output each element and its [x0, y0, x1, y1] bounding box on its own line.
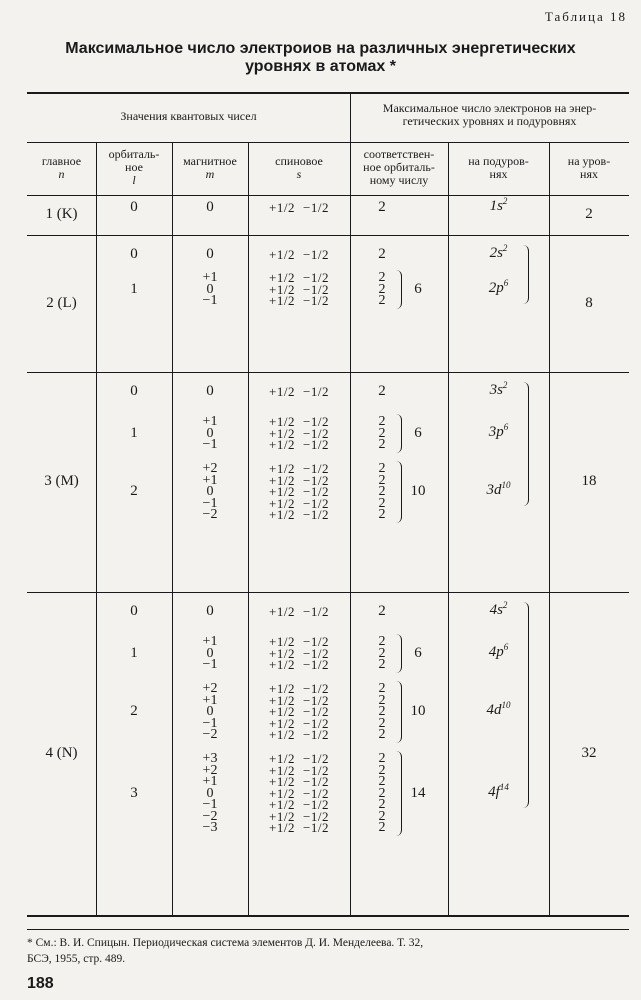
magnetic-m-value: +1 [202, 270, 218, 285]
orbital-l-value: 1 [130, 280, 138, 297]
principal-n-value: 1 (K) [45, 206, 78, 222]
page-number: 188 [27, 975, 54, 992]
electron-count: 2 [378, 727, 386, 742]
orbital-l-value: 0 [130, 383, 138, 399]
sublevel-capacity: 6 [503, 641, 509, 652]
electron-count: 2 [378, 495, 386, 511]
spin-plus-half: +1/2 [269, 384, 295, 399]
header-magnetic-line-2: m [205, 167, 215, 181]
spin-values [248, 248, 350, 261]
header-per-orbital [350, 148, 448, 187]
electron-count: 2 [378, 383, 386, 399]
magnetic-m-value: 0 [206, 425, 214, 441]
electron-count: 2 [378, 634, 386, 649]
spin-minus-half: −1/2 [303, 692, 329, 708]
header-sublevels-line-2: нях [489, 167, 508, 181]
spin-minus-half: −1/2 [303, 293, 329, 308]
electron-count: 2 [378, 425, 386, 441]
spin-minus-half: −1/2 [303, 774, 329, 789]
magnetic-m-value: −1 [202, 657, 218, 672]
header-levels [549, 155, 629, 181]
magnetic-m-value: −1 [202, 495, 218, 511]
magnetic-m-value: −2 [202, 808, 218, 824]
spin-plus-half: +1/2 [269, 785, 295, 801]
orbital-l-value: 1 [130, 644, 138, 661]
electron-count: 2 [378, 293, 386, 308]
spin-minus-half: −1/2 [303, 704, 329, 719]
electron-count: 2 [378, 281, 386, 297]
spin-plus-half: +1/2 [269, 604, 295, 619]
sublevel-name: 3d [486, 482, 502, 498]
level-total: 2 [585, 206, 593, 222]
spin-plus-half: +1/2 [269, 414, 295, 429]
orbital-l-value: 2 [130, 703, 138, 719]
sublevel-label [448, 600, 549, 618]
magnetic-m-value: +1 [202, 774, 218, 789]
spin-minus-half: −1/2 [303, 820, 329, 835]
electron-count: 2 [378, 437, 386, 452]
orbital-group-sum: 14 [410, 784, 426, 801]
spin-minus-half: −1/2 [303, 657, 329, 672]
header-spin-line-1: спиновое [275, 154, 323, 168]
header-group-right-line-2: гетических уровнях и подуровнях [402, 114, 577, 128]
spin-plus-half: +1/2 [269, 437, 295, 452]
spin-minus-half: −1/2 [303, 762, 329, 778]
principal-n-value: 4 (N) [45, 744, 78, 761]
sublevel-capacity: 14 [499, 781, 509, 792]
level-divider-rule [27, 372, 629, 373]
sublevel-capacity: 2 [502, 196, 508, 206]
electron-count: 2 [378, 246, 386, 262]
spin-values [248, 658, 350, 671]
spin-minus-half: −1/2 [303, 270, 329, 285]
header-magnetic [172, 155, 248, 181]
sublevel-name: 4d [486, 702, 502, 718]
magnetic-m-value: 0 [206, 645, 214, 661]
spin-minus-half: −1/2 [303, 414, 329, 429]
spin-plus-half: +1/2 [269, 808, 295, 824]
spin-minus-half: −1/2 [303, 751, 329, 766]
spin-values [248, 821, 350, 834]
magnetic-m-value: +1 [202, 472, 218, 488]
sublevel-label [448, 380, 549, 398]
sublevel-label [448, 196, 549, 214]
magnetic-m-value: 0 [206, 246, 214, 262]
level-divider-rule [27, 235, 629, 236]
header-levels-line-2: нях [580, 167, 598, 181]
header-spin-line-2: s [296, 167, 302, 181]
spin-minus-half: −1/2 [303, 604, 329, 619]
level-total: 8 [585, 294, 593, 311]
column-rule [549, 142, 550, 915]
sublevel-name: 1s [489, 198, 503, 214]
header-per-orbital-line-2: ное орбиталь- [363, 160, 435, 174]
header-sublevels [448, 155, 549, 181]
magnetic-m-value: −3 [202, 820, 218, 835]
orbital-group-sum: 6 [414, 280, 422, 297]
orbital-l-value: 0 [130, 603, 138, 619]
orbital-group-sum: 6 [414, 644, 422, 661]
spin-values [248, 508, 350, 521]
group-brace [396, 681, 402, 743]
spin-plus-half: +1/2 [269, 270, 295, 285]
spin-plus-half: +1/2 [269, 247, 295, 262]
magnetic-m-value: 0 [206, 383, 214, 399]
spin-minus-half: −1/2 [303, 484, 329, 499]
magnetic-m-value: −1 [202, 437, 218, 452]
spin-minus-half: −1/2 [303, 785, 329, 801]
spin-minus-half: −1/2 [303, 808, 329, 824]
spin-minus-half: −1/2 [303, 681, 329, 696]
sublevel-name: 3s [489, 382, 503, 398]
sublevel-name: 4s [489, 602, 503, 618]
electron-count: 2 [378, 774, 386, 789]
level-total: 18 [581, 473, 597, 489]
spin-plus-half: +1/2 [269, 484, 295, 499]
sublevel-name: 4f [488, 783, 500, 800]
header-bottom-rule [27, 195, 629, 196]
footnote-rule [27, 929, 629, 930]
magnetic-m-value: +2 [202, 762, 218, 778]
magnetic-m-value: −1 [202, 715, 218, 731]
spin-minus-half: −1/2 [303, 437, 329, 452]
footnote-line-2: БСЭ, 1955, стр. 489. [27, 953, 126, 965]
orbital-group-sum: 10 [410, 703, 426, 719]
electron-count: 2 [378, 751, 386, 766]
spin-values [248, 201, 350, 214]
sublevel-name: 2p [488, 279, 504, 296]
spin-plus-half: +1/2 [269, 681, 295, 696]
footnote [27, 935, 629, 967]
header-spin [248, 155, 350, 181]
orbital-l-value: 3 [130, 784, 138, 801]
title-line-1: Максимальное число электроиов на различных энергетических [65, 40, 576, 57]
spin-plus-half: +1/2 [269, 797, 295, 812]
level-divider-rule [27, 592, 629, 593]
spin-values [248, 294, 350, 307]
electron-count: 2 [378, 507, 386, 522]
spin-minus-half: −1/2 [303, 507, 329, 522]
sublevel-capacity: 6 [503, 421, 509, 432]
electron-count: 2 [378, 704, 386, 719]
sublevel-label [448, 480, 549, 498]
electron-count: 2 [378, 270, 386, 285]
magnetic-m-value: 0 [206, 785, 214, 801]
sublevel-label [448, 700, 549, 718]
header-group-quantum-numbers: Значения квантовых чисел [120, 109, 257, 123]
header-orbital [96, 148, 172, 187]
header-sublevels-line-1: на подуров- [468, 154, 529, 168]
magnetic-m-value: +3 [202, 751, 218, 766]
sublevel-label [448, 641, 549, 660]
spin-values [248, 728, 350, 741]
header-orbital-line-2: ное [125, 160, 143, 174]
orbital-group-sum: 10 [410, 483, 426, 499]
sublevel-capacity: 2 [502, 600, 508, 610]
magnetic-m-value: −2 [202, 507, 218, 522]
principal-n-value: 2 (L) [46, 294, 77, 311]
header-orbital-line-1: орбиталь- [108, 147, 160, 161]
magnetic-m-value: −2 [202, 727, 218, 742]
spin-plus-half: +1/2 [269, 657, 295, 672]
spin-plus-half: +1/2 [269, 751, 295, 766]
header-divider-rule [27, 142, 629, 143]
spin-plus-half: +1/2 [269, 704, 295, 719]
spin-minus-half: −1/2 [303, 384, 329, 399]
electron-count: 2 [378, 762, 386, 778]
electron-count: 2 [378, 681, 386, 696]
principal-n-value: 3 (M) [44, 473, 79, 489]
sublevel-label [448, 421, 549, 440]
magnetic-m-value: 0 [206, 484, 214, 499]
spin-plus-half: +1/2 [269, 645, 295, 661]
spin-minus-half: −1/2 [303, 797, 329, 812]
spin-plus-half: +1/2 [269, 715, 295, 731]
header-principal [27, 155, 96, 181]
electron-count: 2 [378, 414, 386, 429]
sublevel-label [448, 243, 549, 261]
header-group-right-line-1: Максимальное число электронов на энер- [382, 101, 597, 115]
spin-values [248, 438, 350, 451]
title-line-2: уровнях в атомах * [245, 58, 396, 75]
spin-minus-half: −1/2 [303, 727, 329, 742]
spin-minus-half: −1/2 [303, 247, 329, 262]
spin-values [248, 385, 350, 398]
table-bottom-rule [27, 915, 629, 917]
spin-plus-half: +1/2 [269, 281, 295, 297]
electron-count: 2 [378, 645, 386, 661]
column-rule [350, 92, 351, 915]
spin-plus-half: +1/2 [269, 472, 295, 488]
sublevel-name: 4p [488, 643, 504, 660]
spin-minus-half: −1/2 [303, 634, 329, 649]
spin-minus-half: −1/2 [303, 645, 329, 661]
column-rule [172, 142, 173, 915]
electron-count: 2 [378, 472, 386, 488]
header-orbital-line-3: l [132, 173, 136, 187]
spin-plus-half: +1/2 [269, 200, 295, 215]
orbital-l-value: 2 [130, 483, 138, 499]
spin-plus-half: +1/2 [269, 634, 295, 649]
magnetic-m-value: +2 [202, 681, 218, 696]
spin-plus-half: +1/2 [269, 774, 295, 789]
spin-minus-half: −1/2 [303, 281, 329, 297]
level-brace [523, 382, 529, 506]
sublevel-capacity: 10 [501, 700, 511, 710]
group-brace [396, 634, 402, 673]
electron-count: 2 [378, 715, 386, 731]
electron-count: 2 [378, 692, 386, 708]
orbital-l-value: 1 [130, 424, 138, 441]
magnetic-m-value: 0 [206, 281, 214, 297]
level-brace [523, 602, 529, 808]
spin-minus-half: −1/2 [303, 425, 329, 441]
spin-plus-half: +1/2 [269, 820, 295, 835]
header-principal-line-1: главное [41, 154, 82, 168]
level-total: 32 [581, 744, 597, 761]
spin-minus-half: −1/2 [303, 461, 329, 476]
group-brace [396, 751, 402, 836]
spin-plus-half: +1/2 [269, 692, 295, 708]
magnetic-m-value: −1 [202, 293, 218, 308]
sublevel-capacity: 10 [501, 480, 511, 490]
magnetic-m-value: +1 [202, 414, 218, 429]
orbital-l-value: 0 [130, 199, 138, 215]
electron-count: 2 [378, 820, 386, 835]
spin-plus-half: +1/2 [269, 507, 295, 522]
electron-count: 2 [378, 199, 386, 215]
electron-count: 2 [378, 797, 386, 812]
group-brace [396, 414, 402, 453]
sublevel-capacity: 2 [502, 243, 508, 253]
sublevel-label [448, 277, 549, 296]
electron-count: 2 [378, 603, 386, 619]
spin-minus-half: −1/2 [303, 495, 329, 511]
sublevel-capacity: 6 [503, 277, 509, 288]
spin-minus-half: −1/2 [303, 715, 329, 731]
magnetic-m-value: −1 [202, 797, 218, 812]
spin-plus-half: +1/2 [269, 727, 295, 742]
header-per-orbital-line-3: ному числу [369, 173, 429, 187]
electron-count: 2 [378, 808, 386, 824]
sublevel-name: 3p [488, 423, 504, 440]
sublevel-name: 2s [489, 245, 503, 261]
spin-plus-half: +1/2 [269, 762, 295, 778]
electron-count: 2 [378, 657, 386, 672]
group-brace [396, 270, 402, 309]
magnetic-m-value: +2 [202, 461, 218, 476]
electron-count: 2 [378, 484, 386, 499]
table-top-rule [27, 92, 629, 94]
header-principal-line-2: n [58, 167, 65, 181]
spin-plus-half: +1/2 [269, 461, 295, 476]
spin-plus-half: +1/2 [269, 293, 295, 308]
header-levels-line-1: на уров- [567, 154, 611, 168]
spin-plus-half: +1/2 [269, 425, 295, 441]
sublevel-label [448, 781, 549, 800]
magnetic-m-value: +1 [202, 692, 218, 708]
header-per-orbital-line-1: соответствен- [363, 147, 435, 161]
page-title [0, 40, 641, 76]
magnetic-m-value: +1 [202, 634, 218, 649]
orbital-l-value: 0 [130, 246, 138, 262]
spin-minus-half: −1/2 [303, 200, 329, 215]
spin-minus-half: −1/2 [303, 472, 329, 488]
header-group-max-electrons [350, 102, 629, 128]
electron-count: 2 [378, 785, 386, 801]
table-number: Таблица 18 [544, 9, 627, 24]
level-brace [523, 245, 529, 304]
spin-values [248, 605, 350, 618]
spin-plus-half: +1/2 [269, 495, 295, 511]
magnetic-m-value: 0 [206, 199, 214, 215]
sublevel-capacity: 2 [502, 380, 508, 390]
footnote-line-1: * См.: В. И. Спицын. Периодическая система элементов Д. И. Менделеева. Т. 32, [27, 937, 424, 949]
group-brace [396, 461, 402, 523]
magnetic-m-value: 0 [206, 704, 214, 719]
magnetic-m-value: 0 [206, 603, 214, 619]
orbital-group-sum: 6 [414, 424, 422, 441]
header-magnetic-line-1: магнитное [183, 154, 237, 168]
electron-count: 2 [378, 461, 386, 476]
